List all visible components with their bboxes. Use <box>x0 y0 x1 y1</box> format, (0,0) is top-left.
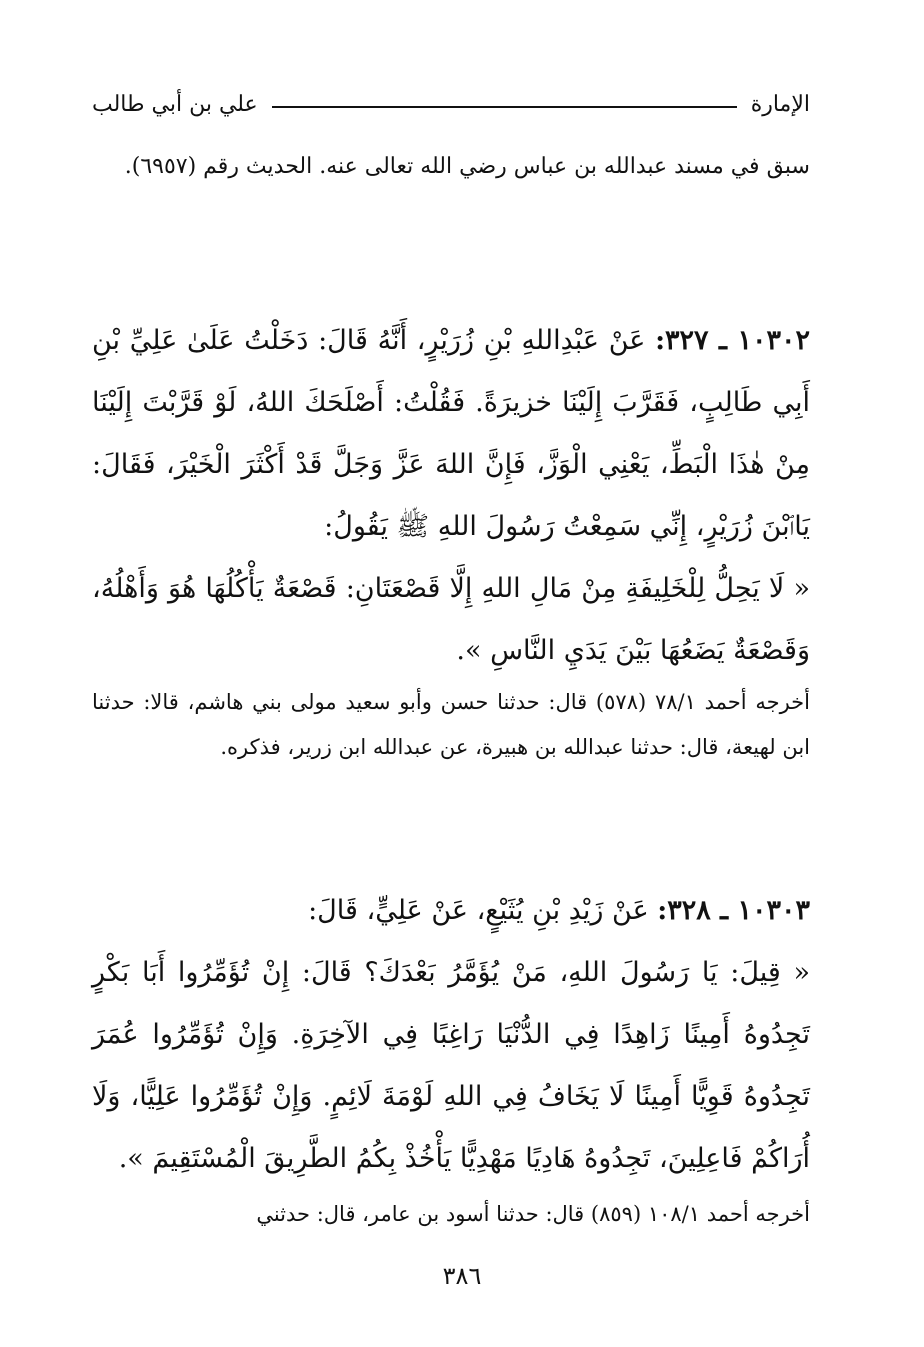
page-number: ٣٨٦ <box>442 1262 482 1290</box>
hadith-quote: « قِيلَ: يَا رَسُولَ اللهِ، مَنْ يُؤَمَّرُ بَعْدَكَ؟ قَالَ: إِنْ تُؤَمِّرُوا أَبَا بَكْرٍ تَجِدُوهُ أَمِينًا زَاهِدًا فِي الدُّنْيَا رَاغِبًا فِي الآخِرَةِ. وَإِنْ تُؤَمِّرُوا عُمَرَ تَجِدُوهُ قَوِيًّا أَمِينًا لَا يَخَافُ فِي اللهِ لَوْمَةَ لَائِمٍ. وَإِنْ تُؤَمِّرُوا عَلِيًّا، وَلَا أُرَاكُمْ فَاعِلِينَ، تَجِدُوهُ هَادِيًا مَهْدِيًّا يَأْخُذْ بِكُمُ الطَّرِيقَ الْمُسْتَقِيمَ ». <box>92 957 810 1174</box>
chapter-title: الإمارة <box>750 91 810 117</box>
hadith-number: ١٠٣٠٣ ـ ٣٢٨: <box>657 895 810 926</box>
hadith-10302 <box>92 310 810 682</box>
continuation-note: سبق في مسند عبدالله بن عباس رضي الله تعالى عنه. الحديث رقم (٦٩٥٧). <box>124 154 810 179</box>
takhrij-10302: أخرجه أحمد ٧٨/١ (٥٧٨) قال: حدثنا حسن وأبو سعيد مولى بني هاشم، قالا: حدثنا ابن لهيعة، قال: حدثنا عبدالله بن هبيرة، عن عبدالله ابن زرير، فذكره. <box>92 690 810 759</box>
hadith-number: ١٠٣٠٢ ـ ٣٢٧: <box>655 325 810 356</box>
running-header <box>92 84 810 124</box>
section-title: علي بن أبي طالب <box>92 91 258 117</box>
hadith-intro-text: عَنْ عَبْدِاللهِ بْنِ زُرَيْرٍ، أَنَّهُ قَالَ: دَخَلْتُ عَلَىٰ عَلِيِّ بْنِ أَبِي طَالِبٍ، فَقَرَّبَ إِلَيْنَا خزيرَةً. فَقُلْتُ: أَصْلَحَكَ اللهُ، لَوْ قَرَّبْتَ إِلَيْنَا مِنْ هٰذَا الْبَطِّ، يَعْنِي الْوَزَّ، فَإِنَّ اللهَ عَزَّ وَجَلَّ قَدْ أَكْثَرَ الْخَيْرَ، فَقَالَ: يَاٱبْنَ زُرَيْرٍ، إِنِّي سَمِعْتُ رَسُولَ اللهِ ﷺ يَقُولُ: <box>92 325 810 542</box>
header-rule <box>272 106 737 108</box>
hadith-intro-text: عَنْ زَيْدِ بْنِ يُثَيْعٍ، عَنْ عَلِيٍّ، قَالَ: <box>308 895 649 926</box>
hadith-intro <box>92 880 810 942</box>
hadith-intro <box>92 310 810 558</box>
hadith-quote: « لَا يَحِلُّ لِلْخَلِيفَةِ مِنْ مَالِ اللهِ إِلَّا قَصْعَتَانِ: قَصْعَةٌ يَأْكُلُهَا هُوَ وَأَهْلُهُ، وَقَصْعَةٌ يَضَعُهَا بَيْنَ يَدَيِ النَّاسِ ». <box>92 573 810 666</box>
hadith-10303 <box>92 880 810 1190</box>
takhrij-10303: أخرجه أحمد ١٠٨/١ (٨٥٩) قال: حدثنا أسود بن عامر، قال: حدثني <box>256 1202 810 1226</box>
